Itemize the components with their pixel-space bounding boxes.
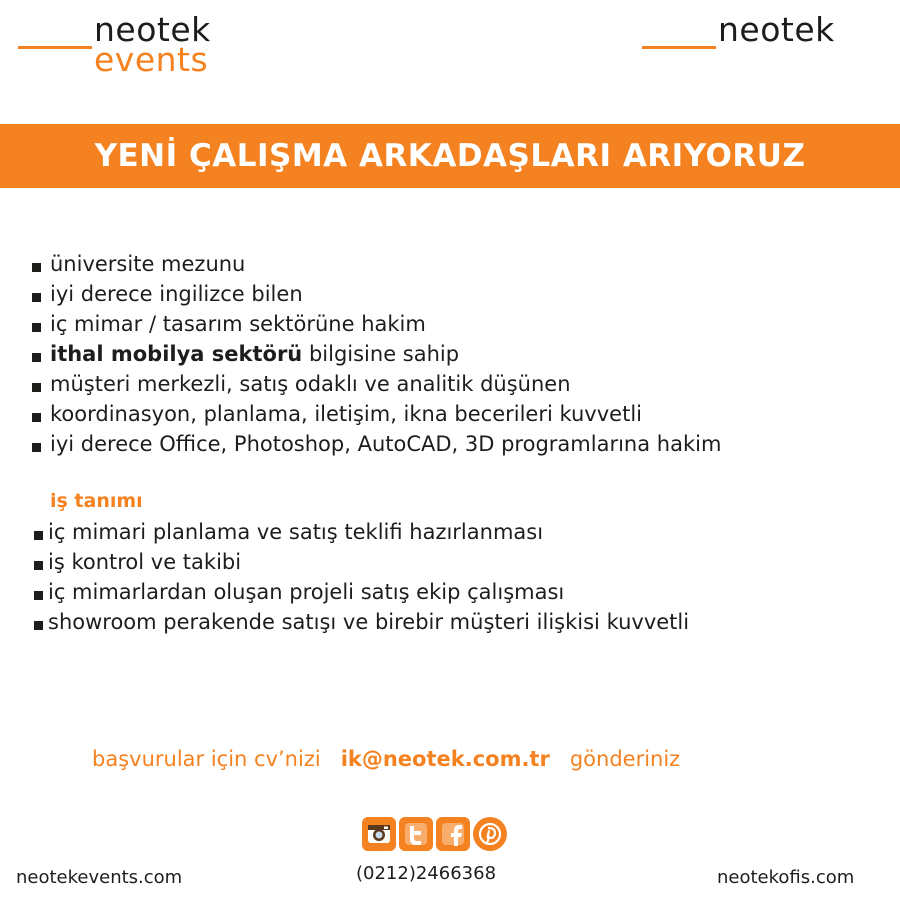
bullet-square-icon (32, 383, 41, 392)
requirement-text: iyi derece Office, Photoshop, AutoCAD, 3D programlarına hakim (50, 432, 722, 456)
requirement-item (32, 369, 721, 399)
headline-title: YENİ ÇALIŞMA ARKADAŞLARI ARIYORUZ (94, 138, 806, 174)
job-description-list (34, 517, 689, 637)
pinterest-icon[interactable] (473, 817, 507, 851)
bullet-square-icon (32, 443, 41, 452)
bullet-square-icon (32, 413, 41, 422)
duty-text: iç mimarlardan oluşan projeli satış ekip çalışması (48, 580, 565, 604)
duty-item (34, 607, 689, 637)
duty-item (34, 517, 689, 547)
logo-word-neotek: neotek (94, 10, 211, 49)
logo-rule (642, 46, 716, 49)
application-email-link[interactable]: ik@neotek.com.tr (340, 747, 550, 771)
logo-word-events: events (94, 40, 209, 79)
requirement-item (32, 249, 721, 279)
requirement-item (32, 279, 721, 309)
events-website-link[interactable]: neotekevents.com (16, 867, 183, 888)
application-cta (92, 744, 680, 774)
requirement-text: koordinasyon, planlama, iletişim, ikna becerileri kuvvetli (50, 402, 642, 426)
office-website-link[interactable]: neotekofis.com (717, 867, 855, 888)
requirement-item (32, 429, 721, 459)
facebook-icon[interactable] (436, 817, 470, 851)
instagram-icon[interactable] (362, 817, 396, 851)
job-description-heading: iş tanımı (50, 490, 143, 512)
duty-item (34, 547, 689, 577)
headline-banner (0, 124, 900, 188)
requirement-text: iyi derece ingilizce bilen (50, 282, 303, 306)
requirement-text: bilgisine sahip (302, 342, 460, 366)
duty-text: iş kontrol ve takibi (48, 550, 242, 574)
duty-text: iç mimari planlama ve satış teklifi hazırlanması (48, 520, 544, 544)
twitter-icon[interactable] (399, 817, 433, 851)
bullet-square-icon (32, 293, 41, 302)
requirement-bold-text: ithal mobilya sektörü (50, 342, 303, 366)
bullet-square-icon (34, 591, 43, 600)
requirement-text: müşteri merkezli, satış odaklı ve analitik düşünen (50, 372, 571, 396)
duty-item (34, 577, 689, 607)
bullet-square-icon (34, 561, 43, 570)
bullet-square-icon (34, 621, 43, 630)
requirement-text: üniversite mezunu (50, 252, 246, 276)
neotek-logo (642, 10, 882, 54)
requirements-list (32, 249, 721, 459)
cta-prefix: başvurular için cv’nizi (92, 747, 321, 771)
cta-suffix: gönderiniz (569, 747, 681, 771)
logo-word-neotek: neotek (718, 10, 835, 49)
requirement-text: iç mimar / tasarım sektörüne hakim (50, 312, 426, 336)
bullet-square-icon (32, 263, 41, 272)
requirement-item (32, 339, 721, 369)
bullet-square-icon (32, 323, 41, 332)
bullet-square-icon (34, 531, 43, 540)
neotek-events-logo (18, 10, 258, 79)
social-icons (362, 817, 507, 851)
phone-number: (0212)2466368 (356, 863, 497, 884)
requirement-item (32, 399, 721, 429)
duty-text: showroom perakende satışı ve birebir müşteri ilişkisi kuvvetli (48, 610, 690, 634)
logo-rule (18, 46, 92, 49)
bullet-square-icon (32, 353, 41, 362)
requirement-item (32, 309, 721, 339)
